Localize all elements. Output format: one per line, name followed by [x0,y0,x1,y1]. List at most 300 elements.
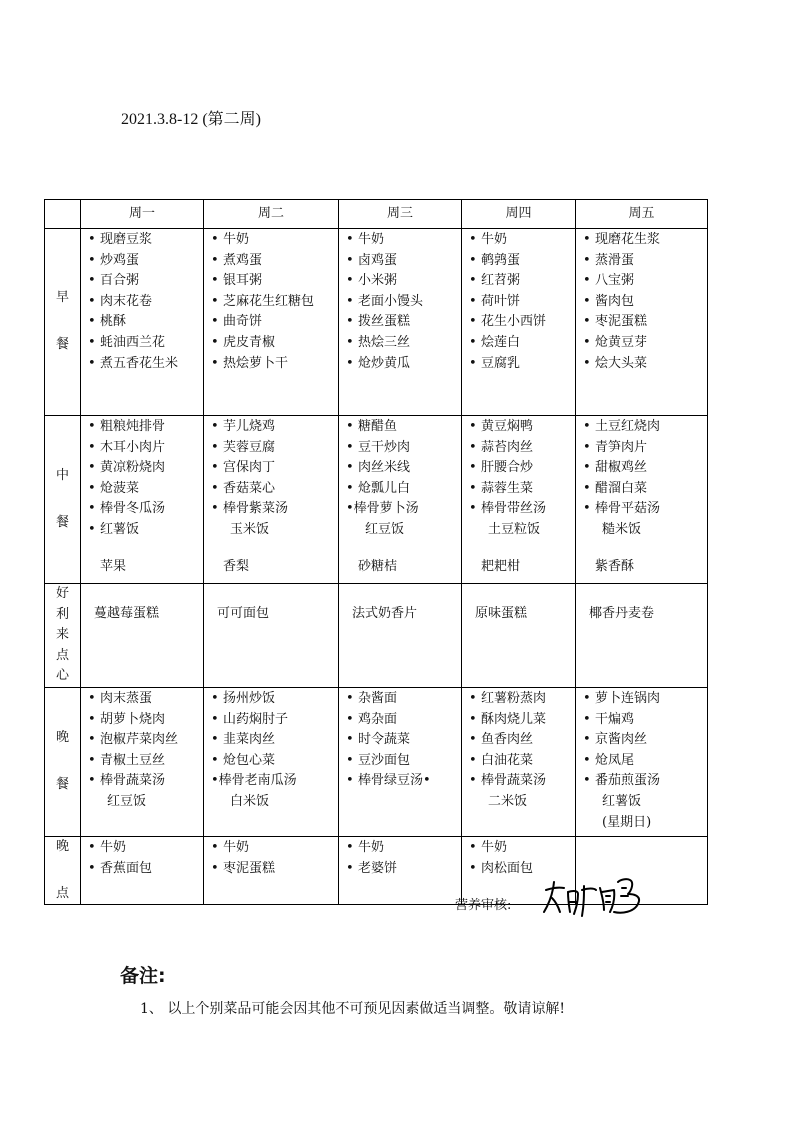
menu-item-text: 扬州炒饭 [223,690,276,706]
menu-item [469,333,575,354]
bullet-icon: • [88,480,96,496]
menu-item [583,751,707,772]
bullet-icon: • [583,273,591,289]
menu-item-text: 肉末花卷 [100,293,153,309]
lunch-row [45,416,708,584]
bullet-icon: • [211,460,219,476]
bullet-icon: • [583,293,591,309]
menu-item-text: 煮五香花生米 [100,355,179,371]
menu-item [211,751,338,772]
meal-label-char: 心 [55,668,69,684]
menu-item [583,689,707,710]
menu-item [211,417,338,438]
menu-item-text: 红豆饭 [365,521,405,537]
menu-item-text: 蒸滑蛋 [595,252,635,268]
menu-item-rice [469,792,575,813]
fruit-item: 砂糖桔 [358,558,398,574]
bullet-icon: • [211,355,219,371]
note-item: 1、 以上个别菜品可能会因其他不可预见因素做适当调整。敬请谅解! [140,1001,565,1017]
menu-cell [204,687,339,836]
menu-item [88,751,203,772]
menu-item-text: 银耳粥 [223,273,263,289]
bullet-icon: • [88,521,96,537]
menu-cell [339,416,462,584]
meal-label-char: 中 [55,467,69,483]
menu-item-text: 荷叶饼 [481,293,521,309]
menu-item-text: •棒骨萝卜汤 [346,501,419,517]
meal-label-char: 来 [55,627,69,643]
menu-item-text: 香蕉面包 [100,860,153,876]
menu-cell [462,229,576,416]
menu-item-text: 玉米饭 [230,521,270,537]
snack-cell [462,584,576,688]
menu-item-text: 炒鸡蛋 [100,252,140,268]
menu-item-rice [211,792,338,813]
menu-item [211,271,338,292]
menu-item-text: 花生小西饼 [481,314,547,330]
page-title: 2021.3.8-12 (第二周) [121,111,261,128]
menu-item-text: 鱼香肉丝 [481,732,534,748]
snack-cell [576,584,708,688]
bullet-icon: • [469,480,477,496]
menu-item-text: 百合粥 [100,273,140,289]
bullet-icon: • [469,419,477,434]
bullet-icon: • [469,252,477,268]
meal-label [45,416,81,584]
menu-item [469,292,575,313]
bullet-icon: • [583,732,591,748]
bullet-icon: • [88,439,96,455]
menu-item-text: 杂酱面 [358,690,398,706]
menu-item [88,438,203,459]
bullet-icon: • [469,314,477,330]
menu-item [583,710,707,731]
bullet-icon: • [469,334,477,350]
menu-cell [204,836,339,904]
menu-item-text: 牛奶 [358,839,385,855]
menu-item-text: 青椒土豆丝 [100,752,166,768]
menu-item-text: 热烩萝卜干 [223,355,289,371]
menu-item-text: 萝卜连锅肉 [595,690,661,706]
menu-item [88,417,203,438]
menu-item-text: 老面小馒头 [358,293,424,309]
meal-label-char: 点 [55,647,69,663]
bullet-icon: • [88,752,96,768]
meal-label [45,836,81,904]
menu-item-text: 番茄煎蛋汤 [595,773,661,789]
menu-item [88,838,203,859]
menu-item [211,438,338,459]
menu-cell [204,229,339,416]
meal-label-char: 晚 [55,730,69,746]
bullet-icon: • [583,460,591,476]
menu-item [583,230,707,251]
menu-item [346,230,461,251]
menu-item [211,479,338,500]
menu-cell [204,416,339,584]
menu-item [583,771,707,792]
bullet-icon: • [346,273,354,289]
menu-item [88,458,203,479]
menu-item-text: 白米饭 [230,793,270,809]
menu-item [346,838,461,859]
menu-cell [339,687,462,836]
menu-item [469,438,575,459]
bullet-icon: • [346,860,354,876]
menu-item-text: 蒜蓉生菜 [481,480,534,496]
bullet-icon: • [346,711,354,727]
bullet-icon: • [469,355,477,371]
bullet-icon: • [211,752,219,768]
menu-item [346,859,461,880]
menu-item-text: 红苕粥 [481,273,521,289]
bullet-icon: • [346,232,354,247]
bullet-icon: • [88,314,96,330]
bullet-icon: • [469,773,477,789]
bullet-icon: • [583,252,591,268]
menu-item [469,689,575,710]
snack-item: 原味蛋糕 [475,606,528,621]
bullet-icon: • [583,419,591,434]
bullet-icon: • [346,252,354,268]
menu-item [88,730,203,751]
bullet-icon: • [583,314,591,330]
bullet-icon: • [346,293,354,309]
menu-item-text: 土豆红烧肉 [595,419,661,434]
bullet-icon: • [88,355,96,371]
menu-item [583,499,707,520]
menu-item-text: 八宝粥 [595,273,635,289]
snack-item: 蔓越莓蛋糕 [94,606,160,621]
snack-cell [204,584,339,688]
menu-item-text: 炝菠菜 [100,480,140,496]
bullet-icon: • [211,501,219,517]
snack-cell [339,584,462,688]
menu-item-text: 牛奶 [481,232,508,247]
bullet-icon: • [88,293,96,309]
menu-item [211,859,338,880]
menu-item [346,312,461,333]
bullet-icon: • [469,439,477,455]
meal-label [45,229,81,416]
menu-item [469,499,575,520]
menu-item-text: 泡椒芹菜肉丝 [100,732,179,748]
menu-item-text: 蒜苔肉丝 [481,439,534,455]
menu-item [346,771,461,792]
fruit-item: 耙耙柑 [481,558,521,574]
menu-item [88,499,203,520]
menu-item-text: 芋儿烧鸡 [223,419,276,434]
menu-item-text: 土豆粒饭 [488,521,541,537]
menu-item [346,751,461,772]
menu-item-text: 干煸鸡 [595,711,635,727]
menu-item [469,710,575,731]
menu-item-text: 牛奶 [481,839,508,855]
bullet-icon: • [346,334,354,350]
menu-item [469,751,575,772]
menu-item-text: 棒骨平菇汤 [595,501,661,517]
menu-item-text: 酱肉包 [595,293,635,309]
menu-item-text: 肉丝米线 [358,460,411,476]
menu-item-text: 棒骨蔬菜汤 [100,773,166,789]
menu-item [346,354,461,375]
bullet-icon: • [211,314,219,330]
menu-item-text: 豆沙面包 [358,752,411,768]
fruit-item: 紫香酥 [595,558,635,574]
menu-item-text: 山药焖肘子 [223,711,289,727]
bullet-icon: • [346,690,354,706]
menu-item-text: 鸡杂面 [358,711,398,727]
menu-item [346,730,461,751]
menu-item-text: 肉末蒸蛋 [100,690,153,706]
menu-item [88,710,203,731]
bullet-icon: • [211,273,219,289]
bullet-icon: • [88,273,96,289]
bullet-icon: • [346,773,354,789]
bullet-icon: • [469,732,477,748]
bullet-icon: • [469,860,477,876]
bullet-icon: • [211,711,219,727]
menu-cell [576,416,708,584]
bullet-icon: • [346,752,354,768]
menu-item [211,710,338,731]
menu-item-text: 黄豆焖鸭 [481,419,534,434]
meal-label-char: 餐 [55,776,69,792]
menu-item [583,251,707,272]
bullet-icon: • [583,439,591,455]
menu-item-text: 桃酥 [100,314,127,330]
menu-cell [339,229,462,416]
meal-label-char: 利 [55,606,69,622]
menu-item [583,458,707,479]
snack-item: 可可面包 [217,606,270,621]
menu-item-text: 时令蔬菜 [358,732,411,748]
menu-item-text: 糖醋鱼 [358,419,398,434]
menu-item [211,730,338,751]
menu-item-text: 煮鸡蛋 [223,252,263,268]
bullet-icon: • [88,501,96,517]
bullet-icon: • [88,252,96,268]
menu-item-text: 肝腰合炒 [481,460,534,476]
bullet-icon: • [211,860,219,876]
menu-item [346,417,461,438]
bullet-icon: • [583,334,591,350]
bullet-icon: • [469,501,477,517]
bullet-icon: • [88,334,96,350]
menu-item [346,458,461,479]
menu-item [88,312,203,333]
meal-label [45,687,81,836]
bullet-icon: • [583,355,591,371]
menu-item [346,251,461,272]
menu-item-text: 烩莲白 [481,334,521,350]
menu-item [211,292,338,313]
menu-item [583,354,707,375]
menu-item-text: 肉松面包 [481,860,534,876]
bullet-icon: • [88,732,96,748]
bullet-icon: • [346,460,354,476]
menu-item [346,479,461,500]
menu-item [469,312,575,333]
day-header: 周四 [462,200,576,229]
meal-label [45,584,81,688]
menu-item [583,271,707,292]
meal-label-char: 点 [55,885,69,901]
menu-item-text: 牛奶 [223,839,250,855]
bullet-icon: • [211,690,219,706]
menu-item [88,859,203,880]
snack-item: 法式奶香片 [352,606,418,621]
menu-item [211,771,338,792]
menu-item-text: 现磨花生浆 [595,232,661,247]
menu-item-text: 棒骨绿豆汤• [358,773,431,789]
bullet-icon: • [88,232,96,247]
menu-item [88,520,203,541]
bullet-icon: • [346,314,354,330]
menu-item-text: 牛奶 [358,232,385,247]
menu-item-text: 棒骨带丝汤 [481,501,547,517]
bullet-icon: • [88,460,96,476]
menu-item [211,230,338,251]
bullet-icon: • [469,752,477,768]
menu-item-rice [88,792,203,813]
menu-item-text: 韭菜肉丝 [223,732,276,748]
menu-item [583,438,707,459]
menu-item-rice [346,520,461,541]
bullet-icon: • [469,460,477,476]
menu-item-text: 棒骨冬瓜汤 [100,501,166,517]
menu-item [469,354,575,375]
menu-item-text: 红薯饭 [100,521,140,537]
menu-item-text: 鹌鹑蛋 [481,252,521,268]
menu-item-text: 红薯粉蒸肉 [481,690,547,706]
menu-item-text: 甜椒鸡丝 [595,460,648,476]
menu-item [211,689,338,710]
menu-item-text: 宫保肉丁 [223,460,276,476]
bullet-icon: • [469,690,477,706]
menu-item-text: 豆腐乳 [481,355,521,371]
bullet-icon: • [583,773,591,789]
menu-cell [81,836,204,904]
menu-item [469,771,575,792]
bullet-icon: • [469,293,477,309]
bullet-icon: • [583,232,591,247]
menu-item-rice [211,520,338,541]
menu-item-text: 蚝油西兰花 [100,334,166,350]
menu-item-text: 棒骨蔬菜汤 [481,773,547,789]
bullet-icon: • [346,439,354,455]
menu-item-text: 糙米饭 [602,521,642,537]
menu-item [346,271,461,292]
menu-item-rice [583,792,707,813]
menu-item-rice [583,520,707,541]
menu-item [88,292,203,313]
menu-item [469,230,575,251]
bullet-icon: • [88,773,96,789]
menu-item [346,499,461,520]
dinner-row [45,687,708,836]
menu-cell [81,229,204,416]
menu-item [88,251,203,272]
bullet-icon: • [583,752,591,768]
menu-item-text: 红薯饭 [602,793,642,809]
meal-label-char: 餐 [55,337,69,352]
day-header: 周五 [576,200,708,229]
menu-item [211,458,338,479]
menu-item-text: 炝凤尾 [595,752,635,768]
menu-item [88,479,203,500]
menu-item [583,292,707,313]
menu-item [469,417,575,438]
menu-item-text: 烩大头菜 [595,355,648,371]
menu-item-text: 炝包心菜 [223,752,276,768]
menu-item [211,312,338,333]
menu-item [88,333,203,354]
menu-item [469,838,575,859]
menu-item-text: 炝瓢儿白 [358,480,411,496]
signature-image [538,872,648,920]
menu-item-text: 枣泥蛋糕 [223,860,276,876]
menu-item [88,271,203,292]
menu-item-text: 老婆饼 [358,860,398,876]
bullet-icon: • [346,355,354,371]
menu-item [469,458,575,479]
bullet-icon: • [88,711,96,727]
menu-item [346,333,461,354]
bullet-icon: • [211,419,219,434]
bullet-icon: • [88,860,96,876]
menu-item [469,479,575,500]
bullet-icon: • [346,480,354,496]
snack-cell [81,584,204,688]
menu-cell [81,687,204,836]
menu-item [88,354,203,375]
menu-item [469,251,575,272]
bullet-icon: • [211,839,219,855]
bullet-icon: • [88,839,96,855]
menu-item [583,417,707,438]
menu-cell [81,416,204,584]
menu-cell [339,836,462,904]
menu-item [583,333,707,354]
menu-cell [462,687,576,836]
menu-item [211,838,338,859]
menu-item [469,271,575,292]
menu-item [88,689,203,710]
bullet-icon: • [469,273,477,289]
menu-item [346,689,461,710]
bullet-icon: • [211,334,219,350]
bullet-icon: • [346,419,354,434]
menu-item [346,710,461,731]
menu-item-text: 曲奇饼 [223,314,263,330]
menu-item [88,771,203,792]
bullet-icon: • [211,480,219,496]
menu-table [44,199,708,905]
bullet-icon: • [583,711,591,727]
menu-item-text: 现磨豆浆 [100,232,153,247]
snack-row [45,584,708,688]
bullet-icon: • [211,439,219,455]
day-header: 周二 [204,200,339,229]
menu-item-text: 黄凉粉烧肉 [100,460,166,476]
meal-label-char: 晚 [55,838,69,854]
meal-label-char: 餐 [55,514,69,530]
bullet-icon: • [211,252,219,268]
menu-item-text: 木耳小肉片 [100,439,166,455]
bullet-icon: • [469,711,477,727]
day-header-row [45,200,708,229]
